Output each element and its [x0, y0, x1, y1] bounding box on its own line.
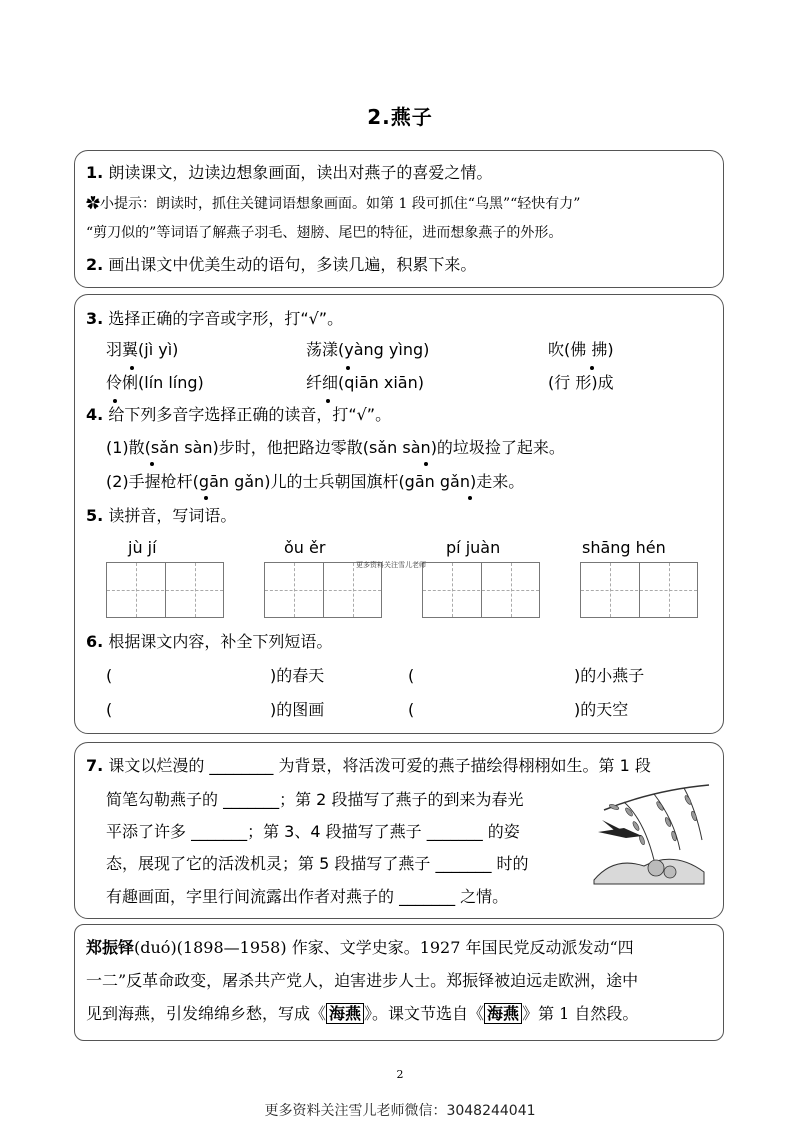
emphasis-dot	[150, 462, 154, 466]
q4-text: 给下列多音字选择正确的读音，打“√”。	[108, 405, 392, 424]
pinyin-label: shāng hén	[582, 538, 666, 557]
q6-phrase[interactable]: )的小燕子	[574, 666, 645, 685]
author-text-b: 》。课文节选自《	[364, 1004, 485, 1023]
q6-open-paren: (	[408, 700, 415, 719]
q2-number: 2.	[86, 255, 104, 274]
q2-text: 画出课文中优美生动的语句，多读几遍，积累下来。	[108, 255, 477, 274]
author-text-a: 见到海燕，引发绵绵乡愁，写成《	[86, 1004, 327, 1023]
emphasis-dot	[113, 399, 117, 403]
q3-text: 选择正确的字音或字形，打“√”。	[108, 309, 344, 328]
q6-number: 6.	[86, 632, 104, 651]
emphasis-dot	[204, 496, 208, 500]
page-title: 2.燕子	[367, 105, 433, 129]
q6-open-paren: (	[106, 700, 113, 719]
q1-number: 1.	[86, 163, 104, 182]
emphasis-dot	[130, 366, 134, 370]
footer-contact: 更多资料关注雪儿老师微信：3048244041	[264, 1103, 536, 1119]
q3-option[interactable]: 羽翼(jì yì)	[106, 340, 179, 359]
author-line1	[86, 938, 634, 958]
q3-option[interactable]: (行 形)成	[548, 373, 614, 392]
author-text-c: 》第 1 自然段。	[522, 1004, 639, 1023]
emphasis-dot	[424, 462, 428, 466]
q2-line	[86, 255, 476, 275]
pinyin-label: ǒu ěr	[284, 538, 326, 557]
pinyin-label: jù jí	[128, 538, 157, 557]
author-name: 郑振铎	[86, 938, 135, 957]
q7-line3: 平添了许多 _______；第 3、4 段描写了燕子 _______ 的姿	[106, 822, 520, 841]
q3-line	[86, 309, 343, 329]
q6-phrase[interactable]: )的图画	[270, 700, 325, 719]
q6-open-paren: (	[106, 666, 113, 685]
q4-number: 4.	[86, 405, 104, 424]
q1-text: 朗读课文，边读边想象画面，读出对燕子的喜爱之情。	[108, 163, 493, 182]
q4-item1[interactable]: (1)散(sǎn sàn)步时，他把路边零散(sǎn sàn)的垃圾捡了起来。	[106, 438, 565, 457]
writing-grid[interactable]	[106, 562, 224, 618]
q6-text: 根据课文内容，补全下列短语。	[108, 632, 333, 651]
emphasis-dot	[326, 399, 330, 403]
q5-line	[86, 506, 236, 526]
q6-line	[86, 632, 332, 652]
q3-option[interactable]: 吹(佛 拂)	[548, 340, 614, 359]
q7-text: 课文以烂漫的 ________ 为背景，将活泼可爱的燕子描绘得栩栩如生。第 1 段	[108, 756, 651, 775]
page-number: 2	[396, 1068, 404, 1081]
q3-number: 3.	[86, 309, 104, 328]
q6-open-paren: (	[408, 666, 415, 685]
watermark-text: 更多资料关注雪儿老师	[356, 561, 426, 569]
q6-phrase[interactable]: )的天空	[574, 700, 629, 719]
q3-option[interactable]: 伶俐(lín líng)	[106, 373, 204, 392]
q4-item2[interactable]: (2)手握枪杆(gān gǎn)儿的士兵朝国旗杆(gān gǎn)走来。	[106, 472, 525, 491]
q7-line5: 有趣画面，字里行间流露出作者对燕子的 _______ 之情。	[106, 887, 509, 906]
emphasis-dot	[468, 496, 472, 500]
q5-number: 5.	[86, 506, 104, 525]
q5-text: 读拼音，写词语。	[108, 506, 237, 525]
q1-tip-line1: ✿小提示：朗读时，抓住关键词语想象画面。如第 1 段可抓住“乌黑”“轻快有力”	[86, 196, 581, 212]
author-intro: (duó)(1898—1958) 作家、文学史家。1927 年国民党反动派发动“四	[134, 938, 634, 957]
q4-line	[86, 405, 391, 425]
pinyin-label: pí juàn	[446, 538, 501, 557]
q7-line1	[86, 756, 651, 776]
author-line2: 一二”反革命政变，屠杀共产党人，迫害进步人士。郑振铎被迫远走欧洲，途中	[86, 971, 639, 990]
q6-phrase[interactable]: )的春天	[270, 666, 325, 685]
q3-option[interactable]: 荡漾(yàng yìng)	[306, 340, 430, 359]
q1-line	[86, 163, 492, 183]
q1-tip-line2: “剪刀似的”等词语了解燕子羽毛、翅膀、尾巴的特征，进而想象燕子的外形。	[86, 225, 563, 241]
emphasis-dot	[346, 366, 350, 370]
writing-grid[interactable]	[422, 562, 540, 618]
q7-line2: 简笔勾勒燕子的 _______；第 2 段描写了燕子的到来为春光	[106, 790, 524, 809]
q7-line4: 态，展现了它的活泼机灵；第 5 段描写了燕子 _______ 时的	[106, 854, 529, 873]
swallow-willow-illustration	[584, 780, 714, 892]
emphasis-dot	[590, 366, 594, 370]
book-title: 海燕	[484, 1003, 522, 1024]
writing-grid[interactable]	[580, 562, 698, 618]
q3-option[interactable]: 纤细(qiān xiān)	[306, 373, 424, 392]
writing-grid[interactable]	[264, 562, 382, 618]
book-title: 海燕	[326, 1003, 364, 1024]
q7-number: 7.	[86, 756, 104, 775]
author-line3	[86, 1004, 638, 1024]
